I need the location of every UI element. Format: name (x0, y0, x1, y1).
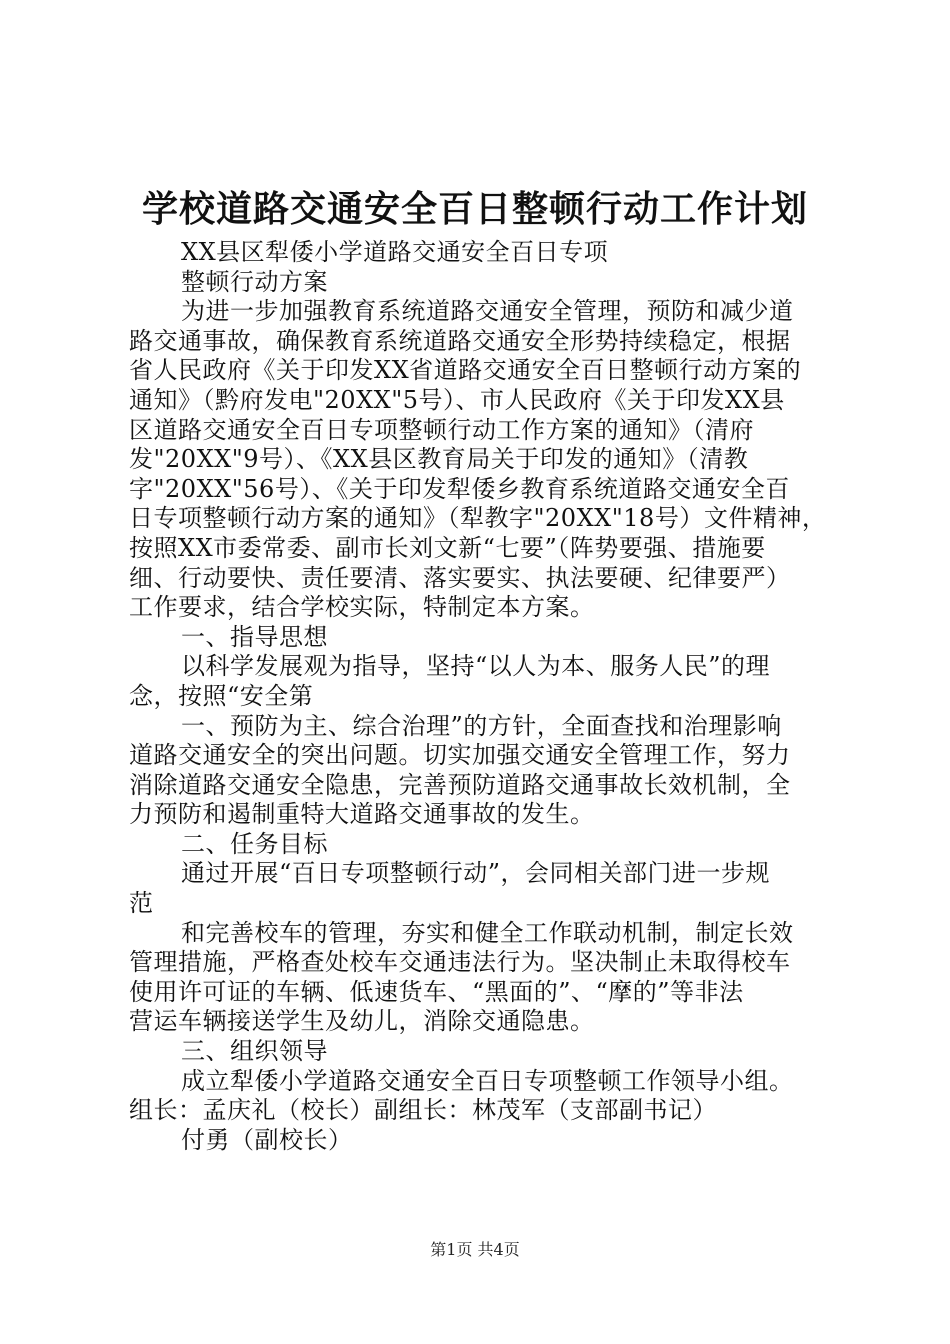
page-number-footer: 第1页 共4页 (430, 1240, 520, 1259)
document-title: 学校道路交通安全百日整顿行动工作计划 (141, 188, 808, 230)
body-text-line: 细、行动要快、责任要清、落实要实、执法要硬、纪律要严） (129, 563, 791, 592)
body-text-line: 营运车辆接送学生及幼儿，消除交通隐患。 (129, 1007, 595, 1036)
body-text-line: 字"20XX"56号）、《关于印发犁倭乡教育系统道路交通安全百 (129, 474, 790, 503)
body-text-line: 通知》（黔府发电"20XX"5号）、市人民政府《关于印发XX县 (129, 385, 785, 414)
body-text-line: 付勇（副校长） (181, 1125, 353, 1154)
body-text-line: 日专项整顿行动方案的通知》（犁教字"20XX"18号）文件精神， (129, 504, 827, 533)
body-text-line: 和完善校车的管理，夯实和健全工作联动机制，制定长效 (181, 918, 794, 947)
body-text-line: 按照XX市委常委、副市长刘文新“七要”（阵势要强、措施要 (129, 533, 766, 562)
body-text-line: 成立犁倭小学道路交通安全百日专项整顿工作领导小组。 (181, 1066, 794, 1095)
body-text-line: 范 (129, 889, 154, 918)
body-text-line: 消除道路交通安全隐患，完善预防道路交通事故长效机制，全 (129, 770, 791, 799)
body-text-line: 以科学发展观为指导，坚持“以人为本、服务人民”的理 (181, 652, 771, 681)
body-text-line: 省人民政府《关于印发XX省道路交通安全百日整顿行动方案的 (129, 356, 802, 385)
body-text-line: 整顿行动方案 (181, 267, 328, 296)
body-text-line: 工作要求，结合学校实际，特制定本方案。 (129, 593, 595, 622)
body-text-line: 二、任务目标 (181, 829, 328, 858)
body-text-line: 发"20XX"9号）、《XX县区教育局关于印发的通知》（清教 (129, 445, 749, 474)
body-text-line: 组长：孟庆礼（校长）副组长：林茂军（支部副书记） (129, 1096, 717, 1125)
body-text-line: 道路交通安全的突出问题。切实加强交通安全管理工作，努力 (129, 741, 791, 770)
body-text-line: 为进一步加强教育系统道路交通安全管理，预防和减少道 (181, 297, 794, 326)
body-text-line: 一、预防为主、综合治理”的方针，全面查找和治理影响 (181, 711, 782, 740)
document-body (129, 238, 834, 1155)
body-text-line: 念，按照“安全第 (129, 681, 314, 710)
body-text-line: 三、组织领导 (181, 1037, 328, 1066)
body-text-line: 管理措施，严格查处校车交通违法行为。坚决制止未取得校车 (129, 948, 791, 977)
body-text-line: 区道路交通安全百日专项整顿行动工作方案的通知》（清府 (129, 415, 754, 444)
body-text-line: 使用许可证的车辆、低速货车、“黑面的”、“摩的”等非法 (129, 977, 744, 1006)
body-text-line: 力预防和遏制重特大道路交通事故的发生。 (129, 800, 595, 829)
body-text-line: 路交通事故，确保教育系统道路交通安全形势持续稳定，根据 (129, 326, 791, 355)
body-text-line: 通过开展“百日专项整顿行动”，会同相关部门进一步规 (181, 859, 771, 888)
body-text-line: XX县区犁倭小学道路交通安全百日专项 (181, 238, 609, 266)
body-text-line: 一、指导思想 (181, 622, 328, 651)
